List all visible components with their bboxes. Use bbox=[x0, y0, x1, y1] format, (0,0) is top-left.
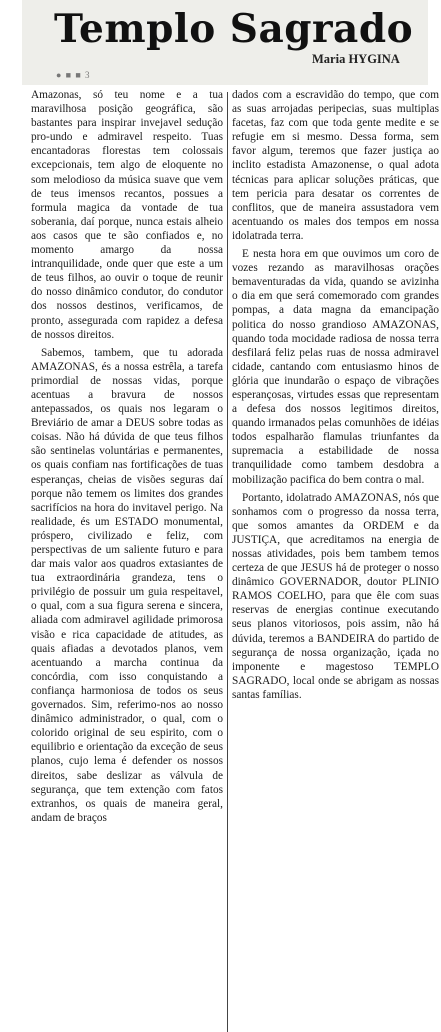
left-column bbox=[31, 88, 223, 1020]
right-column bbox=[232, 88, 439, 701]
article-header bbox=[22, 0, 428, 85]
header-print-mark: ● ■ ■ 3 bbox=[56, 70, 91, 80]
article-author: Maria HYGINA bbox=[312, 52, 400, 66]
paragraph: E nesta hora em que ouvimos um coro de vozes rezando as maravilhosas orações bemaventuradas da vida, quando se avizinha o dia em que será comemorado com grandes pompas, a data magna da emancipação politica do nosso grandioso AMAZONAS, quando toda mocidade radiosa de nossa terra desfilará feliz pelas ruas de nossa admiravel cidade, cantando com entusiasmo hinos de glória que inundarão o espaço de vibrações esperançosas, virtudes essas que representam a defesa dos nossos legitimos direitos, quando irmanados pelas comunhões de idéias todos espalharão flamulas triunfantes da supremacia a estabilidade de nossa tranquilidade como tambem desdobra a mobilização pacifica do bem contra o mal. bbox=[232, 248, 439, 486]
paragraph: Sabemos, tambem, que tu adorada AMAZONAS, és a nossa estrêla, a tarefa primordial de nossas vidas, porque acentuas a bravura de nossos antepassados, os quais nos legaram o Breviário de amar a DEUS sobre todas as coisas. Não há dúvida de que teus filhos são sentinelas voluntárias e permanentes, os quais confiam nas fortificações de tuas esperanças, cheias de visões seguras daí porque não temem os limites dos grandes sacrifícios na hora do invitavel perigo. Na realidade, és um ESTADO monumental, próspero, civilizado e feliz, com perspectivas de um saliente futuro e para dar mais valor aos quadros extasiantes de tua extraordinária grandeza, tens o privilégio de possuir um guia respeitavel, o qual, com a sua figura serena e sincera, aliada com admiravel agilidade primorosa visão e rica capacidade de atitudes, as quais afiadas a devotados planos, vem acentuando a marcha continua da concórdia, com isso conquistando a confiança harmoniosa de todos os seus governados. Sim, referimo-nos ao nosso dinâmico administrador, o qual, com o colorido original de seu espirito, com o equilibrio e orientação da exceção de seus planos, cujo lema é defender os nossos direitos, sabe deslizar as válvula de segurança, que tem extenção com fatos extranhos, os quais de maneira geral, andam de braços bbox=[31, 346, 223, 824]
paragraph: Amazonas, só teu nome e a tua maravilhosa posição geográfica, são bastantes para inspirar invejavel sedução pro-undo e admiravel respeito. Tuas encantadoras florestas tem colossais excepcionais, tem algo de eloquente no som melodioso da música suave que vem de teus imensos recantos, possues a formula magica da vontade de tua soberania, daí porque, nunca estais alheio aos casos que te são confiados e, no momento amargo da nossa intranquilidade, onde quer que este a um de teus filhos, ao ouvir o toque de reunir do nosso dinâmico condutor, do condutor dos nossos destinos, verificamos, de pronto, assegurada com rapidez a defesa de nossos direitos. bbox=[31, 89, 223, 341]
paragraph: dados com a escravidão do tempo, que com as suas arrojadas peripecias, suas multiplas facetas, faz com que toda gente medite e se refugie em si mesmo. Dessa forma, sem favor algum, teremos que fazer justiça ao inclito estadista Amazonense, o qual adota técnicas para aplicar soluções práticas, que tem pericia para desatar os correntes de conflitos, que de maneira assustadora vem acentuando os males dos tempos em nossa idolatrada terra. bbox=[232, 89, 439, 242]
paragraph: Portanto, idolatrado AMAZONAS, nós que sonhamos com o progresso da nossa terra, que somos amantes da ORDEM e da JUSTIÇA, que acreditamos na energia de nossas atividades, pois bem tambem temos certeza de que JESUS há de proteger o nosso dinâmico GOVERNADOR, doutor PLINIO RAMOS COELHO, para que êle com suas reservas de energias continue executando seus planos vitoriosos, pois assim, não há dúvida, teremos a BANDEIRA do partido de segurança de nossa organização, içada no imponente e magestoso TEMPLO SAGRADO, local onde se abrigam as nossas santas famílias. bbox=[232, 491, 439, 701]
article-title: Templo Sagrado bbox=[54, 6, 414, 52]
column-divider bbox=[227, 92, 228, 1032]
